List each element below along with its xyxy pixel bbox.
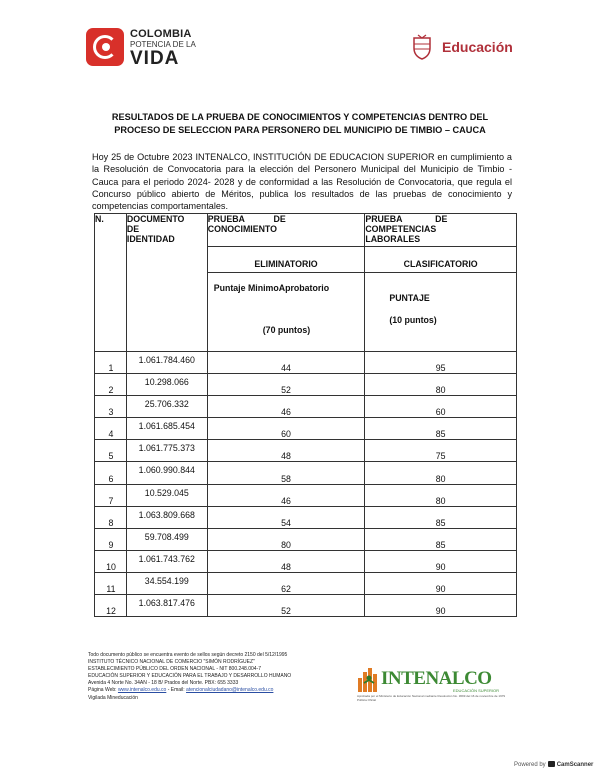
camscanner-icon: [548, 761, 555, 767]
document-title: [90, 111, 510, 137]
title-line-1: RESULTADOS DE LA PRUEBA DE CONOCIMIENTOS Y COMPETENCIAS DENTRO DEL: [111, 112, 489, 122]
row-number: 10: [106, 561, 116, 572]
row-competencies-score-cell: [365, 595, 517, 617]
row-competencies-score-cell: [365, 352, 517, 374]
row-knowledge-score-cell: [207, 572, 365, 594]
row-knowledge-score-cell: [207, 374, 365, 396]
eliminatorio-label: ELIMINATORIO: [207, 247, 365, 273]
row-number-cell: [95, 550, 127, 572]
row-competencies-score-cell: [365, 462, 517, 484]
competencies-score-header: [365, 273, 517, 352]
row-knowledge-score-cell: [207, 396, 365, 418]
row-document-cell: [126, 396, 207, 418]
row-knowledge-score: 48: [281, 561, 291, 572]
row-number: 11: [106, 584, 116, 595]
row-document-cell: [126, 440, 207, 462]
row-competencies-score: 80: [435, 495, 446, 506]
row-competencies-score: 90: [435, 561, 446, 572]
intenalco-emblem-icon: [357, 666, 381, 692]
footer-info: [88, 652, 348, 702]
row-document: 59.708.499: [144, 531, 189, 542]
colombia-logo-line1: COLOMBIA: [130, 28, 192, 40]
row-document: 25.706.332: [144, 399, 189, 410]
row-competencies-score: 80: [435, 385, 446, 396]
row-knowledge-score-cell: [207, 440, 365, 462]
row-competencies-score-cell: [365, 484, 517, 506]
row-number-cell: [95, 440, 127, 462]
row-document-cell: [126, 374, 207, 396]
educacion-logo-text: Educación: [442, 39, 513, 55]
row-knowledge-score: 52: [281, 606, 291, 617]
row-knowledge-score: 52: [281, 385, 291, 396]
row-document-cell: [126, 506, 207, 528]
row-competencies-score: 85: [435, 517, 446, 528]
row-knowledge-score-cell: [207, 506, 365, 528]
row-knowledge-score: 46: [281, 495, 291, 506]
row-number-cell: [95, 484, 127, 506]
row-number-cell: [95, 462, 127, 484]
row-competencies-score-cell: [365, 550, 517, 572]
row-number: 7: [108, 495, 114, 506]
row-document: 1.063.817.476: [138, 598, 195, 609]
footer-line-5: Avenida 4 Norte No. 34AN - 18 B/ Prados del Norte. PBX: 655 3333: [88, 680, 239, 687]
intenalco-logo-text: INTENALCO: [381, 668, 492, 689]
row-document-cell: [126, 352, 207, 374]
header-number: N.: [95, 214, 127, 352]
row-number: 8: [108, 517, 114, 528]
knowledge-points-label: (70 puntos): [262, 325, 311, 336]
row-knowledge-score-cell: [207, 462, 365, 484]
row-competencies-score-cell: [365, 440, 517, 462]
row-competencies-score: 75: [435, 451, 446, 462]
intenalco-logo: [357, 662, 507, 712]
table-row: [95, 528, 517, 550]
row-document: 1.061.685.454: [138, 421, 195, 432]
row-competencies-score-cell: [365, 572, 517, 594]
footer-contact-line: Página Web: www.intenalco.edu.co - Email: atencionalciudadano@intenalco.edu.co: [88, 687, 274, 694]
row-number-cell: [95, 595, 127, 617]
row-number: 2: [108, 385, 114, 396]
title-line-2: PROCESO DE SELECCION PARA PERSONERO DEL MUNICIPIO DE TIMBIO – CAUCA: [114, 125, 486, 135]
row-document-cell: [126, 595, 207, 617]
competencies-points-label: (10 puntos): [389, 315, 437, 326]
intenalco-logo-tiny: Aprobada por el Ministerio de Educación Nacional mediante Resolución No. 3699 del 16 de noviembre de 1979 Pública Oficial: [357, 694, 506, 702]
header-knowledge-test: PRUEBA DE CONOCIMIENTO: [207, 214, 365, 247]
table-row: [95, 572, 517, 594]
colombia-logo-mark-icon: [86, 28, 124, 66]
row-number-cell: [95, 352, 127, 374]
row-competencies-score: 90: [435, 584, 446, 595]
table-row: [95, 440, 517, 462]
knowledge-score-label: Puntaje MinimoAprobatorio: [213, 283, 330, 294]
row-number: 3: [108, 407, 114, 418]
row-competencies-score-cell: [365, 528, 517, 550]
row-knowledge-score-cell: [207, 595, 365, 617]
row-knowledge-score: 60: [281, 429, 291, 440]
colombia-potencia-logo: [86, 26, 206, 68]
row-competencies-score-cell: [365, 374, 517, 396]
row-competencies-score-cell: [365, 506, 517, 528]
row-number-cell: [95, 396, 127, 418]
row-competencies-score: 95: [435, 363, 446, 374]
row-document: 1.061.784.460: [138, 355, 195, 365]
row-document: 1.061.743.762: [138, 553, 195, 564]
footer-line-3: ESTABLECIMIENTO PÚBLICO DEL ORDEN NACIONAL - NIT 800.248.004-7: [88, 666, 262, 673]
row-number: 9: [108, 539, 114, 550]
intro-paragraph: Hoy 25 de Octubre 2023 INTENALCO, INSTITUCIÓN DE EDUCACION SUPERIOR en cumplimiento a la Resolución de Convocatoria para la elección del Personero Municipal del Municipio de Timbio - Cauca para el periodo 2024- 2028 y de conformidad a las Resolución de Convocatoria, que regula el Concurso público abierto de Méritos, publica los resultados de las pruebas de conocimiento y competencias comportamentales.: [92, 152, 512, 212]
footer-line-2: INSTITUTO TÉCNICO NACIONAL DE COMERCIO "SIMÓN RODRÍGUEZ": [88, 659, 255, 666]
table-row: [95, 550, 517, 572]
row-document-cell: [126, 572, 207, 594]
row-number-cell: [95, 572, 127, 594]
row-competencies-score-cell: [365, 418, 517, 440]
row-document-cell: [126, 484, 207, 506]
row-number-cell: [95, 506, 127, 528]
email-link[interactable]: atencionalciudadano@intenalco.edu.co: [186, 687, 274, 694]
row-competencies-score: 85: [435, 429, 446, 440]
row-knowledge-score-cell: [207, 352, 365, 374]
row-document: 10.298.066: [144, 377, 189, 388]
row-document: 1.061.775.373: [138, 443, 195, 454]
clasificatorio-label: CLASIFICATORIO: [365, 247, 517, 273]
table-row: [95, 374, 517, 396]
row-knowledge-score: 44: [281, 363, 291, 374]
row-number: 6: [108, 473, 114, 484]
row-number: 12: [106, 606, 116, 617]
row-knowledge-score: 46: [281, 407, 291, 418]
row-competencies-score: 90: [435, 606, 446, 617]
row-number-cell: [95, 418, 127, 440]
row-number-cell: [95, 374, 127, 396]
row-document-cell: [126, 462, 207, 484]
row-knowledge-score-cell: [207, 484, 365, 506]
camscanner-watermark: Powered by CamScanner: [514, 762, 594, 768]
row-knowledge-score-cell: [207, 418, 365, 440]
table-row: [95, 352, 517, 374]
colombia-logo-line3: VIDA: [130, 48, 180, 69]
footer-line-4: EDUCACIÓN SUPERIOR Y EDUCACIÓN PARA EL TRABAJO Y DESARROLLO HUMANO: [88, 673, 292, 680]
header-competencies-test: PRUEBA DE COMPETENCIAS LABORALES: [365, 214, 517, 247]
row-number: 1: [108, 363, 114, 374]
educacion-logo: [410, 32, 520, 62]
header-document: DOCUMENTO DE IDENTIDAD: [126, 214, 207, 352]
coat-of-arms-icon: [410, 34, 434, 60]
row-competencies-score-cell: [365, 396, 517, 418]
row-number-cell: [95, 528, 127, 550]
competencies-score-label: PUNTAJE: [389, 293, 430, 304]
row-competencies-score: 80: [435, 473, 446, 484]
table-row: [95, 595, 517, 617]
row-number: 5: [108, 451, 114, 462]
row-competencies-score: 60: [435, 407, 446, 418]
knowledge-score-header: [207, 273, 365, 352]
intenalco-logo-sub: EDUCACIÓN SUPERIOR: [453, 688, 500, 693]
row-knowledge-score: 48: [281, 451, 291, 462]
row-knowledge-score: 62: [281, 584, 291, 595]
row-document-cell: [126, 550, 207, 572]
row-document-cell: [126, 528, 207, 550]
table-row: [95, 396, 517, 418]
footer-last-line: Vigilada Mineducación: [88, 694, 138, 701]
row-knowledge-score-cell: [207, 528, 365, 550]
website-link[interactable]: www.intenalco.edu.co: [117, 687, 167, 694]
table-row: [95, 418, 517, 440]
results-table: [94, 213, 517, 617]
row-document: 1.063.809.668: [138, 509, 195, 520]
row-knowledge-score-cell: [207, 550, 365, 572]
row-document: 10.529.045: [144, 487, 189, 498]
row-competencies-score: 85: [435, 539, 446, 550]
table-header-row: [95, 214, 517, 247]
row-document: 1.060.990.844: [138, 465, 195, 476]
row-knowledge-score: 80: [281, 539, 291, 550]
table-row: [95, 484, 517, 506]
row-document-cell: [126, 418, 207, 440]
colombia-logo-line2: POTENCIA DE LA: [130, 40, 196, 49]
row-knowledge-score: 54: [281, 517, 291, 528]
table-row: [95, 462, 517, 484]
footer-line-1: Todo documento público se encuentra evento de sellos según decreto 2150 del 5/12/1995: [88, 652, 288, 658]
row-number: 4: [108, 429, 114, 440]
results-rows: [95, 352, 517, 617]
row-document: 34.554.199: [144, 575, 189, 586]
row-knowledge-score: 58: [281, 473, 291, 484]
table-row: [95, 506, 517, 528]
